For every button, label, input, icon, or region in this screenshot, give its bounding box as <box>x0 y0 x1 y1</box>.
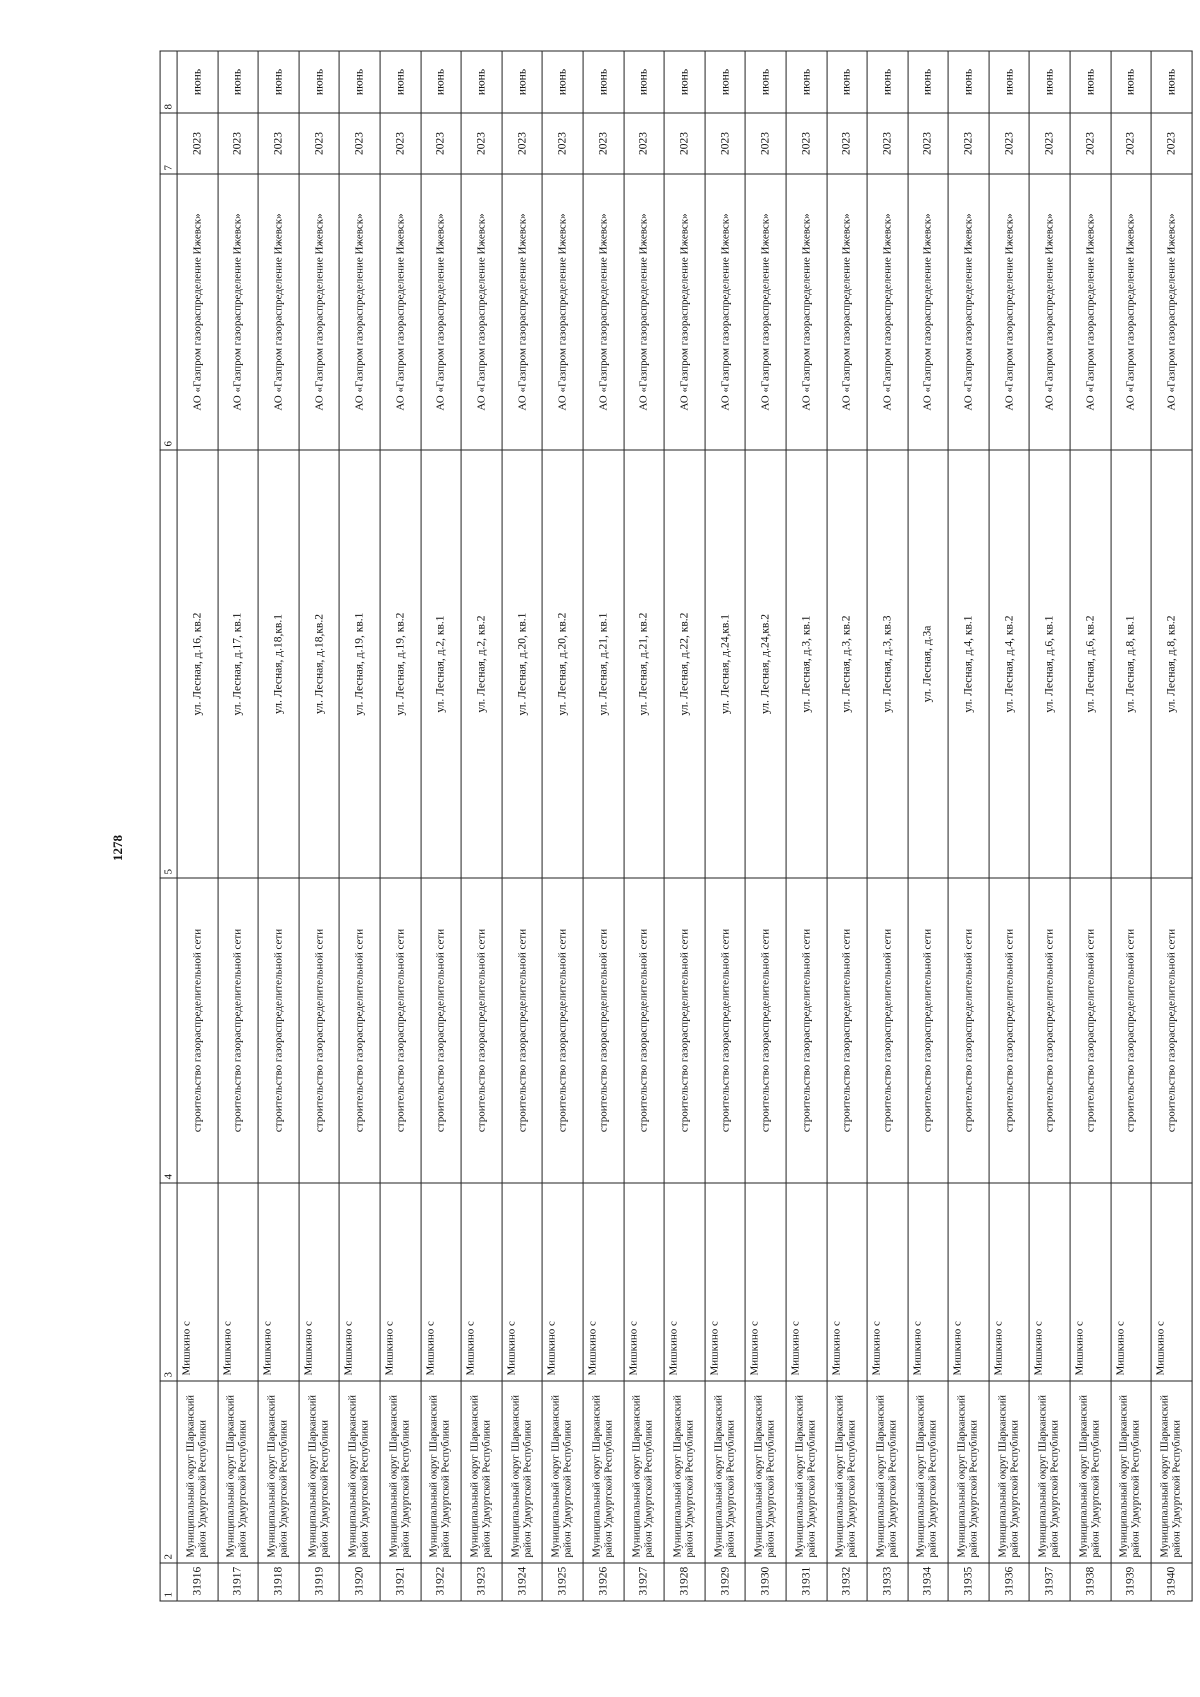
organization-cell: АО «Газпром газораспределение Ижевск» <box>664 174 705 450</box>
municipality-cell: Муниципальный округ Шарканский район Удмуртской Республики <box>258 1381 299 1563</box>
row-number: 31920 <box>339 1563 380 1601</box>
work-type-cell: строительство газораспределительной сети <box>380 878 421 1183</box>
village-cell: Мишкино с <box>989 1183 1030 1381</box>
address-cell: ул. Лесная, д.19, кв.2 <box>380 450 421 878</box>
table-body <box>177 51 1192 1601</box>
month-cell: июнь <box>299 51 340 113</box>
year-cell: 2023 <box>664 113 705 174</box>
village-cell: Мишкино с <box>664 1183 705 1381</box>
column-header-8: 8 <box>160 51 177 113</box>
organization-cell: АО «Газпром газораспределение Ижевск» <box>908 174 949 450</box>
village-cell: Мишкино с <box>1070 1183 1111 1381</box>
row-number: 31936 <box>989 1563 1030 1601</box>
work-type-cell: строительство газораспределительной сети <box>339 878 380 1183</box>
municipality-cell: Муниципальный округ Шарканский район Удмуртской Республики <box>502 1381 543 1563</box>
month-cell: июнь <box>1151 51 1192 113</box>
work-type-cell: строительство газораспределительной сети <box>1030 878 1071 1183</box>
row-number: 31939 <box>1111 1563 1152 1601</box>
address-cell: ул. Лесная, д.18,кв.2 <box>299 450 340 878</box>
table-row <box>1111 51 1152 1601</box>
organization-cell: АО «Газпром газораспределение Ижевск» <box>502 174 543 450</box>
row-number: 31935 <box>948 1563 989 1601</box>
work-type-cell: строительство газораспределительной сети <box>1111 878 1152 1183</box>
address-cell: ул. Лесная, д.6, кв.1 <box>1030 450 1071 878</box>
village-cell: Мишкино с <box>299 1183 340 1381</box>
organization-cell: АО «Газпром газораспределение Ижевск» <box>948 174 989 450</box>
village-cell: Мишкино с <box>218 1183 259 1381</box>
year-cell: 2023 <box>583 113 624 174</box>
work-type-cell: строительство газораспределительной сети <box>461 878 502 1183</box>
village-cell: Мишкино с <box>827 1183 868 1381</box>
work-type-cell: строительство газораспределительной сети <box>624 878 665 1183</box>
month-cell: июнь <box>380 51 421 113</box>
work-type-cell: строительство газораспределительной сети <box>1151 878 1192 1183</box>
row-number: 31934 <box>908 1563 949 1601</box>
row-number: 31938 <box>1070 1563 1111 1601</box>
table-row <box>218 51 259 1601</box>
month-cell: июнь <box>1111 51 1152 113</box>
municipality-cell: Муниципальный округ Шарканский район Удмуртской Республики <box>177 1381 218 1563</box>
work-type-cell: строительство газораспределительной сети <box>583 878 624 1183</box>
work-type-cell: строительство газораспределительной сети <box>664 878 705 1183</box>
month-cell: июнь <box>745 51 786 113</box>
year-cell: 2023 <box>1151 113 1192 174</box>
address-cell: ул. Лесная, д.21, кв.1 <box>583 450 624 878</box>
column-header-7: 7 <box>160 113 177 174</box>
row-number: 31923 <box>461 1563 502 1601</box>
village-cell: Мишкино с <box>1030 1183 1071 1381</box>
table-row <box>1151 51 1192 1601</box>
row-number: 31933 <box>867 1563 908 1601</box>
table-row <box>948 51 989 1601</box>
work-type-cell: строительство газораспределительной сети <box>948 878 989 1183</box>
address-cell: ул. Лесная, д.16, кв.2 <box>177 450 218 878</box>
month-cell: июнь <box>705 51 746 113</box>
work-type-cell: строительство газораспределительной сети <box>908 878 949 1183</box>
address-cell: ул. Лесная, д.24,кв.2 <box>745 450 786 878</box>
organization-cell: АО «Газпром газораспределение Ижевск» <box>1151 174 1192 450</box>
village-cell: Мишкино с <box>542 1183 583 1381</box>
organization-cell: АО «Газпром газораспределение Ижевск» <box>583 174 624 450</box>
row-number: 31932 <box>827 1563 868 1601</box>
organization-cell: АО «Газпром газораспределение Ижевск» <box>339 174 380 450</box>
table-row <box>380 51 421 1601</box>
organization-cell: АО «Газпром газораспределение Ижевск» <box>218 174 259 450</box>
organization-cell: АО «Газпром газораспределение Ижевск» <box>624 174 665 450</box>
row-number: 31930 <box>745 1563 786 1601</box>
village-cell: Мишкино с <box>786 1183 827 1381</box>
year-cell: 2023 <box>745 113 786 174</box>
organization-cell: АО «Газпром газораспределение Ижевск» <box>1070 174 1111 450</box>
table-row <box>542 51 583 1601</box>
month-cell: июнь <box>1030 51 1071 113</box>
organization-cell: АО «Газпром газораспределение Ижевск» <box>867 174 908 450</box>
municipality-cell: Муниципальный округ Шарканский район Удмуртской Республики <box>1030 1381 1071 1563</box>
village-cell: Мишкино с <box>421 1183 462 1381</box>
address-cell: ул. Лесная, д.19, кв.1 <box>339 450 380 878</box>
work-type-cell: строительство газораспределительной сети <box>827 878 868 1183</box>
village-cell: Мишкино с <box>339 1183 380 1381</box>
organization-cell: АО «Газпром газораспределение Ижевск» <box>705 174 746 450</box>
month-cell: июнь <box>624 51 665 113</box>
organization-cell: АО «Газпром газораспределение Ижевск» <box>542 174 583 450</box>
organization-cell: АО «Газпром газораспределение Ижевск» <box>177 174 218 450</box>
row-number: 31929 <box>705 1563 746 1601</box>
column-header-3: 3 <box>160 1183 177 1381</box>
address-cell: ул. Лесная, д.3, кв.3 <box>867 450 908 878</box>
month-cell: июнь <box>502 51 543 113</box>
address-cell: ул. Лесная, д.20, кв.2 <box>542 450 583 878</box>
year-cell: 2023 <box>989 113 1030 174</box>
work-type-cell: строительство газораспределительной сети <box>502 878 543 1183</box>
row-number: 31918 <box>258 1563 299 1601</box>
village-cell: Мишкино с <box>948 1183 989 1381</box>
organization-cell: АО «Газпром газораспределение Ижевск» <box>1111 174 1152 450</box>
year-cell: 2023 <box>339 113 380 174</box>
month-cell: июнь <box>1070 51 1111 113</box>
table-row <box>827 51 868 1601</box>
address-cell: ул. Лесная, д.4, кв.2 <box>989 450 1030 878</box>
month-cell: июнь <box>421 51 462 113</box>
address-cell: ул. Лесная, д.3, кв.2 <box>827 450 868 878</box>
row-number: 31916 <box>177 1563 218 1601</box>
year-cell: 2023 <box>542 113 583 174</box>
municipality-cell: Муниципальный округ Шарканский район Удмуртской Республики <box>624 1381 665 1563</box>
table-row <box>1070 51 1111 1601</box>
row-number: 31926 <box>583 1563 624 1601</box>
organization-cell: АО «Газпром газораспределение Ижевск» <box>745 174 786 450</box>
month-cell: июнь <box>177 51 218 113</box>
month-cell: июнь <box>827 51 868 113</box>
table-row <box>908 51 949 1601</box>
year-cell: 2023 <box>624 113 665 174</box>
year-cell: 2023 <box>705 113 746 174</box>
page-number: 1278 <box>110 835 125 861</box>
month-cell: июнь <box>218 51 259 113</box>
row-number: 31919 <box>299 1563 340 1601</box>
table-row <box>177 51 218 1601</box>
municipality-cell: Муниципальный округ Шарканский район Удмуртской Республики <box>705 1381 746 1563</box>
table-row <box>624 51 665 1601</box>
year-cell: 2023 <box>421 113 462 174</box>
work-type-cell: строительство газораспределительной сети <box>745 878 786 1183</box>
year-cell: 2023 <box>1030 113 1071 174</box>
column-header-2: 2 <box>160 1381 177 1563</box>
year-cell: 2023 <box>177 113 218 174</box>
organization-cell: АО «Газпром газораспределение Ижевск» <box>1030 174 1071 450</box>
work-type-cell: строительство газораспределительной сети <box>421 878 462 1183</box>
village-cell: Мишкино с <box>908 1183 949 1381</box>
header-row <box>160 51 177 1601</box>
address-cell: ул. Лесная, д.6, кв.2 <box>1070 450 1111 878</box>
year-cell: 2023 <box>461 113 502 174</box>
year-cell: 2023 <box>1111 113 1152 174</box>
municipality-cell: Муниципальный округ Шарканский район Удмуртской Республики <box>908 1381 949 1563</box>
table-row <box>786 51 827 1601</box>
municipality-cell: Муниципальный округ Шарканский район Удмуртской Республики <box>339 1381 380 1563</box>
organization-cell: АО «Газпром газораспределение Ижевск» <box>380 174 421 450</box>
village-cell: Мишкино с <box>1151 1183 1192 1381</box>
address-cell: ул. Лесная, д.2, кв.1 <box>421 450 462 878</box>
address-cell: ул. Лесная, д.3, кв.1 <box>786 450 827 878</box>
organization-cell: АО «Газпром газораспределение Ижевск» <box>299 174 340 450</box>
document-table <box>160 51 1193 1602</box>
village-cell: Мишкино с <box>745 1183 786 1381</box>
month-cell: июнь <box>948 51 989 113</box>
work-type-cell: строительство газораспределительной сети <box>542 878 583 1183</box>
organization-cell: АО «Газпром газораспределение Ижевск» <box>461 174 502 450</box>
work-type-cell: строительство газораспределительной сети <box>705 878 746 1183</box>
address-cell: ул. Лесная, д.2, кв.2 <box>461 450 502 878</box>
column-header-1: 1 <box>160 1563 177 1601</box>
municipality-cell: Муниципальный округ Шарканский район Удмуртской Республики <box>1070 1381 1111 1563</box>
month-cell: июнь <box>461 51 502 113</box>
village-cell: Мишкино с <box>867 1183 908 1381</box>
table-row <box>1030 51 1071 1601</box>
address-cell: ул. Лесная, д.18,кв.1 <box>258 450 299 878</box>
organization-cell: АО «Газпром газораспределение Ижевск» <box>827 174 868 450</box>
municipality-cell: Муниципальный округ Шарканский район Удмуртской Республики <box>218 1381 259 1563</box>
year-cell: 2023 <box>258 113 299 174</box>
table-row <box>745 51 786 1601</box>
table-row <box>461 51 502 1601</box>
year-cell: 2023 <box>380 113 421 174</box>
table-row <box>502 51 543 1601</box>
municipality-cell: Муниципальный округ Шарканский район Удмуртской Республики <box>867 1381 908 1563</box>
row-number: 31937 <box>1030 1563 1071 1601</box>
municipality-cell: Муниципальный округ Шарканский район Удмуртской Республики <box>948 1381 989 1563</box>
table-row <box>299 51 340 1601</box>
column-header-4: 4 <box>160 878 177 1183</box>
work-type-cell: строительство газораспределительной сети <box>177 878 218 1183</box>
village-cell: Мишкино с <box>1111 1183 1152 1381</box>
work-type-cell: строительство газораспределительной сети <box>1070 878 1111 1183</box>
municipality-cell: Муниципальный округ Шарканский район Удмуртской Республики <box>583 1381 624 1563</box>
municipality-cell: Муниципальный округ Шарканский район Удмуртской Республики <box>989 1381 1030 1563</box>
row-number: 31922 <box>421 1563 462 1601</box>
month-cell: июнь <box>339 51 380 113</box>
year-cell: 2023 <box>502 113 543 174</box>
address-cell: ул. Лесная, д.8, кв.1 <box>1111 450 1152 878</box>
table-row <box>583 51 624 1601</box>
address-cell: ул. Лесная, д.4, кв.1 <box>948 450 989 878</box>
table-row <box>339 51 380 1601</box>
village-cell: Мишкино с <box>583 1183 624 1381</box>
year-cell: 2023 <box>908 113 949 174</box>
table-row <box>867 51 908 1601</box>
column-header-6: 6 <box>160 174 177 450</box>
work-type-cell: строительство газораспределительной сети <box>218 878 259 1183</box>
address-cell: ул. Лесная, д.22, кв.2 <box>664 450 705 878</box>
table-row <box>664 51 705 1601</box>
row-number: 31940 <box>1151 1563 1192 1601</box>
year-cell: 2023 <box>867 113 908 174</box>
table-row <box>421 51 462 1601</box>
table-row <box>258 51 299 1601</box>
address-cell: ул. Лесная, д.20, кв.1 <box>502 450 543 878</box>
village-cell: Мишкино с <box>705 1183 746 1381</box>
year-cell: 2023 <box>299 113 340 174</box>
municipality-cell: Муниципальный округ Шарканский район Удмуртской Республики <box>1151 1381 1192 1563</box>
organization-cell: АО «Газпром газораспределение Ижевск» <box>421 174 462 450</box>
municipality-cell: Муниципальный округ Шарканский район Удмуртской Республики <box>664 1381 705 1563</box>
row-number: 31927 <box>624 1563 665 1601</box>
year-cell: 2023 <box>1070 113 1111 174</box>
village-cell: Мишкино с <box>624 1183 665 1381</box>
year-cell: 2023 <box>218 113 259 174</box>
address-cell: ул. Лесная, д.21, кв.2 <box>624 450 665 878</box>
month-cell: июнь <box>583 51 624 113</box>
month-cell: июнь <box>258 51 299 113</box>
village-cell: Мишкино с <box>502 1183 543 1381</box>
municipality-cell: Муниципальный округ Шарканский район Удмуртской Республики <box>827 1381 868 1563</box>
village-cell: Мишкино с <box>380 1183 421 1381</box>
month-cell: июнь <box>989 51 1030 113</box>
row-number: 31921 <box>380 1563 421 1601</box>
column-header-5: 5 <box>160 450 177 878</box>
month-cell: июнь <box>542 51 583 113</box>
work-type-cell: строительство газораспределительной сети <box>299 878 340 1183</box>
year-cell: 2023 <box>948 113 989 174</box>
municipality-cell: Муниципальный округ Шарканский район Удмуртской Республики <box>299 1381 340 1563</box>
month-cell: июнь <box>786 51 827 113</box>
month-cell: июнь <box>867 51 908 113</box>
municipality-cell: Муниципальный округ Шарканский район Удмуртской Республики <box>786 1381 827 1563</box>
row-number: 31917 <box>218 1563 259 1601</box>
organization-cell: АО «Газпром газораспределение Ижевск» <box>989 174 1030 450</box>
work-type-cell: строительство газораспределительной сети <box>867 878 908 1183</box>
month-cell: июнь <box>908 51 949 113</box>
organization-cell: АО «Газпром газораспределение Ижевск» <box>786 174 827 450</box>
table-wrapper <box>161 51 1191 1601</box>
work-type-cell: строительство газораспределительной сети <box>786 878 827 1183</box>
municipality-cell: Муниципальный округ Шарканский район Удмуртской Республики <box>421 1381 462 1563</box>
table-row <box>989 51 1030 1601</box>
municipality-cell: Муниципальный округ Шарканский район Удмуртской Республики <box>380 1381 421 1563</box>
organization-cell: АО «Газпром газораспределение Ижевск» <box>258 174 299 450</box>
row-number: 31924 <box>502 1563 543 1601</box>
year-cell: 2023 <box>786 113 827 174</box>
municipality-cell: Муниципальный округ Шарканский район Удмуртской Республики <box>1111 1381 1152 1563</box>
work-type-cell: строительство газораспределительной сети <box>989 878 1030 1183</box>
row-number: 31931 <box>786 1563 827 1601</box>
municipality-cell: Муниципальный округ Шарканский район Удмуртской Республики <box>745 1381 786 1563</box>
address-cell: ул. Лесная, д.3а <box>908 450 949 878</box>
address-cell: ул. Лесная, д.17, кв.1 <box>218 450 259 878</box>
table-row <box>705 51 746 1601</box>
address-cell: ул. Лесная, д.24,кв.1 <box>705 450 746 878</box>
year-cell: 2023 <box>827 113 868 174</box>
row-number: 31925 <box>542 1563 583 1601</box>
village-cell: Мишкино с <box>461 1183 502 1381</box>
address-cell: ул. Лесная, д.8, кв.2 <box>1151 450 1192 878</box>
municipality-cell: Муниципальный округ Шарканский район Удмуртской Республики <box>461 1381 502 1563</box>
row-number: 31928 <box>664 1563 705 1601</box>
village-cell: Мишкино с <box>258 1183 299 1381</box>
village-cell: Мишкино с <box>177 1183 218 1381</box>
municipality-cell: Муниципальный округ Шарканский район Удмуртской Республики <box>542 1381 583 1563</box>
month-cell: июнь <box>664 51 705 113</box>
work-type-cell: строительство газораспределительной сети <box>258 878 299 1183</box>
